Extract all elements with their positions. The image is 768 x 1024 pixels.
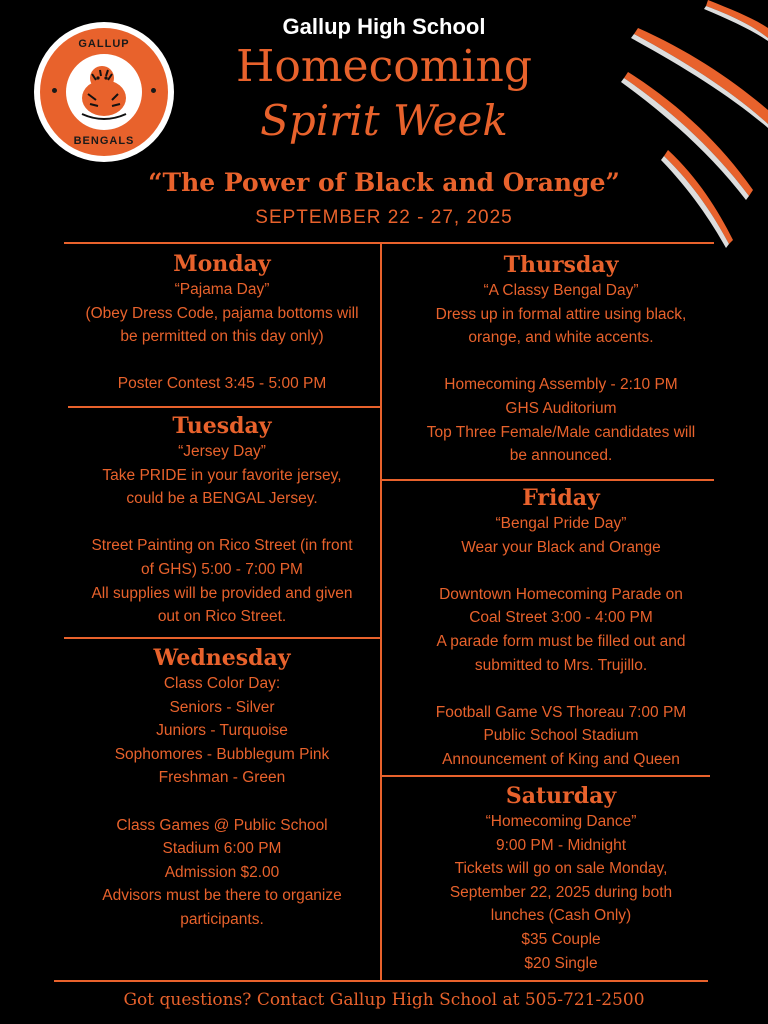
detail-line: Poster Contest 3:45 - 5:00 PM: [117, 375, 327, 393]
detail-line: “Jersey Day”: [178, 443, 266, 460]
divider-friday-saturday: [382, 775, 710, 777]
detail-line: Seniors - Silver: [169, 698, 275, 716]
detail-line: Street Painting on Rico Street (in front: [91, 537, 353, 555]
detail-line: Stadium 6:00 PM: [162, 840, 282, 858]
day-section-friday: [382, 484, 740, 772]
title-spirit-week: Spirit Week: [260, 96, 508, 145]
detail-line: Coal Street 3:00 - 4:00 PM: [469, 609, 653, 627]
divider-monday-tuesday: [68, 406, 380, 408]
detail-line: [382, 350, 740, 374]
detail-line: Tickets will go on sale Monday,: [454, 860, 668, 878]
detail-line: Advisors must be there to organize: [102, 887, 342, 905]
detail-line: Freshman - Green: [158, 769, 286, 787]
detail-line: $35 Couple: [521, 930, 601, 948]
day-details: [20, 440, 424, 629]
day-section-tuesday: [20, 412, 424, 629]
detail-line: All supplies will be provided and given: [91, 584, 353, 602]
detail-line: Dress up in formal attire using black,: [435, 305, 687, 323]
contact-footer: Got questions? Contact Gallup High School at 505-721-2500: [123, 990, 645, 1010]
theme-title: “The Power of Black and Orange”: [148, 168, 620, 197]
event-dates: SEPTEMBER 22 - 27, 2025: [255, 207, 513, 228]
detail-line: Take PRIDE in your favorite jersey,: [102, 466, 342, 484]
detail-line: 9:00 PM - Midnight: [495, 836, 627, 854]
detail-line: Admission $2.00: [164, 863, 280, 881]
detail-line: Downtown Homecoming Parade on: [439, 585, 683, 603]
logo-bottom-text: BENGALS: [73, 135, 135, 147]
detail-line: Homecoming Assembly - 2:10 PM: [444, 376, 678, 394]
detail-line: Public School Stadium: [483, 727, 639, 745]
day-details: [382, 810, 740, 975]
day-title: Monday: [173, 251, 271, 277]
detail-line: Wear your Black and Orange: [461, 538, 661, 556]
detail-line: “Homecoming Dance”: [485, 813, 637, 830]
divider-tuesday-wednesday: [64, 637, 380, 639]
detail-line: [382, 559, 740, 583]
logo-top-text: GALLUP: [78, 38, 130, 50]
detail-line: Juniors - Turquoise: [156, 722, 288, 740]
day-details: [382, 512, 740, 772]
day-title: Saturday: [505, 783, 617, 809]
day-section-monday: [20, 250, 424, 396]
day-details: [382, 279, 740, 468]
detail-line: submitted to Mrs. Trujillo.: [474, 656, 648, 674]
detail-line: [20, 790, 424, 814]
divider-top: [64, 242, 714, 244]
day-details: [20, 278, 424, 396]
detail-line: Football Game VS Thoreau 7:00 PM: [435, 703, 687, 721]
title-homecoming: Homecoming: [235, 41, 533, 92]
detail-line: [382, 677, 740, 701]
detail-line: be permitted on this day only): [120, 328, 324, 346]
day-section-saturday: [382, 782, 740, 975]
day-title: Tuesday: [172, 413, 272, 439]
detail-line: Class Color Day:: [163, 675, 281, 692]
detail-line: Sophomores - Bubblegum Pink: [114, 745, 330, 763]
detail-line: “Bengal Pride Day”: [495, 515, 627, 532]
day-title: Wednesday: [153, 645, 291, 671]
detail-line: [20, 511, 424, 535]
divider-thursday-friday: [382, 479, 714, 481]
detail-line: A parade form must be filled out and: [436, 632, 686, 650]
detail-line: participants.: [180, 910, 264, 928]
detail-line: [20, 349, 424, 373]
day-title: Thursday: [503, 252, 619, 278]
detail-line: GHS Auditorium: [505, 399, 617, 417]
day-section-thursday: [382, 251, 740, 468]
detail-line: could be a BENGAL Jersey.: [126, 490, 318, 508]
day-title: Friday: [522, 485, 600, 511]
detail-line: “Pajama Day”: [174, 281, 270, 298]
detail-line: September 22, 2025 during both: [449, 883, 673, 901]
detail-line: “A Classy Bengal Day”: [483, 282, 639, 299]
detail-line: Announcement of King and Queen: [442, 750, 680, 768]
detail-line: out on Rico Street.: [157, 608, 287, 626]
day-section-wednesday: [20, 644, 424, 932]
detail-line: be announced.: [509, 447, 613, 465]
day-details: [20, 672, 424, 932]
detail-line: (Obey Dress Code, pajama bottoms will: [85, 304, 359, 322]
detail-line: Class Games @ Public School: [116, 816, 328, 834]
detail-line: Top Three Female/Male candidates will: [426, 423, 696, 441]
divider-bottom: [54, 980, 708, 982]
detail-line: lunches (Cash Only): [490, 907, 632, 925]
detail-line: orange, and white accents.: [468, 329, 654, 347]
school-name: Gallup High School: [282, 14, 486, 39]
detail-line: $20 Single: [524, 954, 598, 972]
detail-line: of GHS) 5:00 - 7:00 PM: [141, 560, 303, 578]
